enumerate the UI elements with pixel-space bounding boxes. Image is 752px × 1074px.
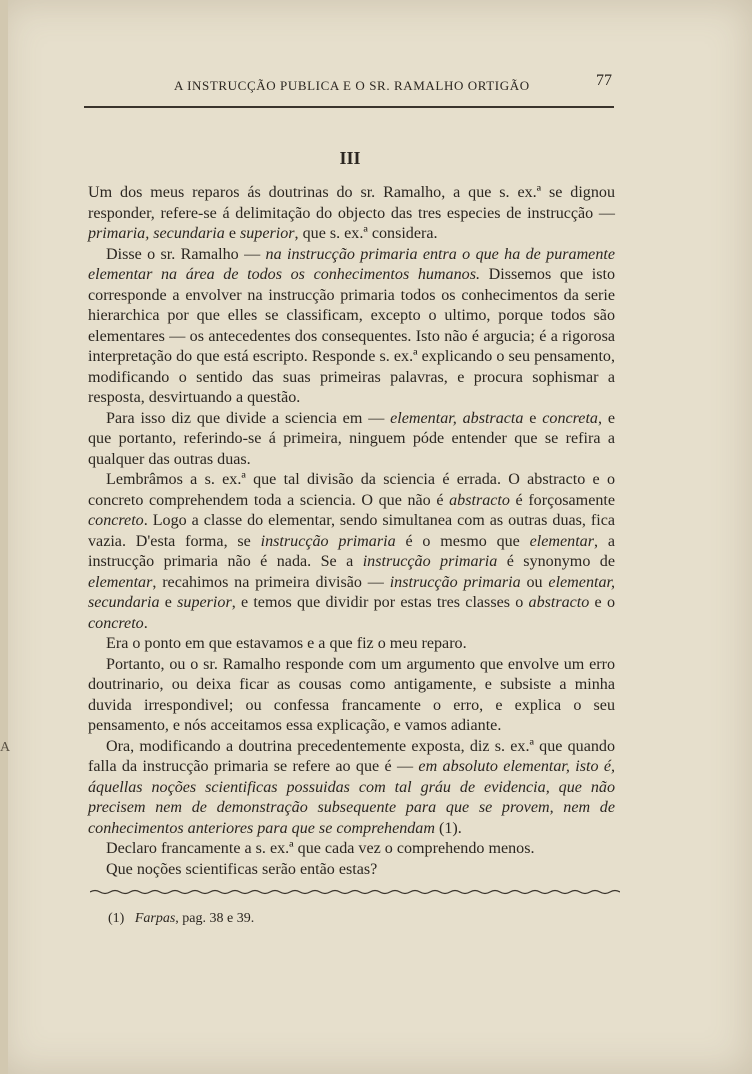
section-title: III [339, 148, 361, 168]
italic-text: na instrucção primaria entra o que ha de puramente elementar na área de todos os conhecimentos humanos. [88, 245, 615, 283]
header-rule [84, 106, 614, 108]
text-run: e [224, 225, 240, 242]
text-run: Declaro francamente a s. ex.ª que cada vez o comprehendo menos. [106, 840, 535, 857]
paragraph [88, 409, 615, 471]
text-run: é o mesmo que [395, 532, 530, 550]
italic-text: em absoluto elementar, isto é, áquellas noções scientificas possuidas com tal gráu de evidencia, que não precisem nem de demonstração subsequente para que se provem, nem de conhecimentos anteriores para que se comprehendam [88, 758, 615, 837]
page-header [84, 72, 614, 102]
text-run: Lembrâmos a s. ex.ª que tal divisão da sciencia é errada. O abstracto e o concreto comprehendem toda a sciencia. O que não é [88, 471, 615, 509]
paragraph [88, 860, 615, 881]
paragraph [88, 634, 615, 655]
italic-text: concreta [542, 409, 598, 427]
italic-text: instrucção primaria [260, 532, 396, 550]
text-run: e [523, 409, 543, 427]
text-run: Era o ponto em que estavamos e a que fiz o meu reparo. [106, 635, 467, 652]
italic-text: primaria, secundaria [88, 225, 225, 242]
text-run: é forçosamente [509, 491, 616, 509]
paragraph [88, 839, 615, 860]
text-run: , que s. ex.ª considera. [294, 225, 438, 242]
italic-text: superior [240, 225, 295, 242]
italic-text: elementar [529, 532, 594, 550]
paragraph [88, 655, 615, 737]
italic-text: elementar [88, 573, 153, 591]
paragraph [88, 737, 615, 840]
text-run: . Logo a classe do elementar, sendo simultanea com as outras duas, fica vazia. D'esta forma, se [88, 512, 615, 550]
text-run: Dissemos que isto corresponde a envolver na instrucção primaria todos os conhecimentos da serie hierarchica por que elles se classificam, excepto o ultimo, porque todos são elementares — os antecedentes dos consequentes. Isto não é argucia; é a rigorosa interpretação do que está escripto. Responde s. ex.ª explicando o seu pensamento, modificando o sentido das suas primeiras palavras, e procura sophismar a resposta, desvirtuando a questão. [88, 266, 616, 406]
running-head: A INSTRUCÇÃO PUBLICA E O SR. RAMALHO ORTIGÃO [174, 78, 530, 93]
text-run: , recahimos na primeira divisão — [152, 573, 390, 591]
footnote-rule [90, 889, 620, 895]
footnote-marker: (1) [108, 911, 125, 926]
text-run: , a instrucção primaria não é nada. Se a [88, 532, 615, 570]
text-run: e [159, 594, 178, 611]
text-run: e o [589, 594, 615, 611]
italic-text: superior [177, 594, 232, 611]
text-run: Para isso diz que divide a sciencia em — [106, 409, 391, 427]
italic-text: elementar, abstracta [390, 409, 524, 427]
footnote [108, 911, 254, 927]
text-run: Portanto, ou o sr. Ramalho responde com um argumento que envolve um erro doutrinario, ou deixa ficar as cousas como antigamente, e subsiste a minha duvida irrespondivel; ou confessa francamente o erro, e explica o seu pensamento, e nós acceitamos essa explicação, e vamos adiante. [88, 655, 615, 734]
text-run: (1). [434, 819, 462, 837]
text-run: . [143, 614, 148, 632]
text-run: Que noções scientificas serão então estas? [106, 860, 378, 878]
text-run: , e que portanto, referindo-se á primeira, ninguem póde entender que se refira a qualquer das outras duas. [88, 409, 616, 468]
body-text [88, 183, 615, 880]
footnote-source: Farpas [134, 911, 176, 926]
paragraph [88, 245, 615, 409]
text-run: , e temos que dividir por estas tres classes o [231, 594, 529, 611]
paragraph [88, 470, 615, 634]
italic-text: concreto [88, 512, 144, 529]
italic-text: abstracto [449, 491, 510, 509]
italic-text: elementar, secundaria [88, 573, 616, 611]
text-run: Ora, modificando a doutrina precedentemente exposta, diz s. ex.ª que quando falla da instrucção primaria se refere ao que é — [88, 737, 615, 775]
footnote-reference: , pag. 38 e 39. [175, 911, 255, 926]
margin-mark: A [0, 740, 11, 755]
text-run: ou [520, 573, 549, 591]
italic-text: concreto [88, 614, 144, 632]
paragraph [88, 183, 615, 245]
italic-text: instrucção primaria [362, 553, 498, 570]
text-run: Disse o sr. Ramalho — [106, 245, 266, 263]
text-run: Um dos meus reparos ás doutrinas do sr. Ramalho, a que s. ex.ª se dignou responder, refere-se á delimitação do objecto das tres especies de instrucção — [88, 184, 615, 222]
page-number: 77 [596, 72, 612, 89]
italic-text: instrucção primaria [389, 573, 521, 591]
text-run: é synonymo de [497, 553, 615, 570]
italic-text: abstracto [528, 594, 590, 611]
